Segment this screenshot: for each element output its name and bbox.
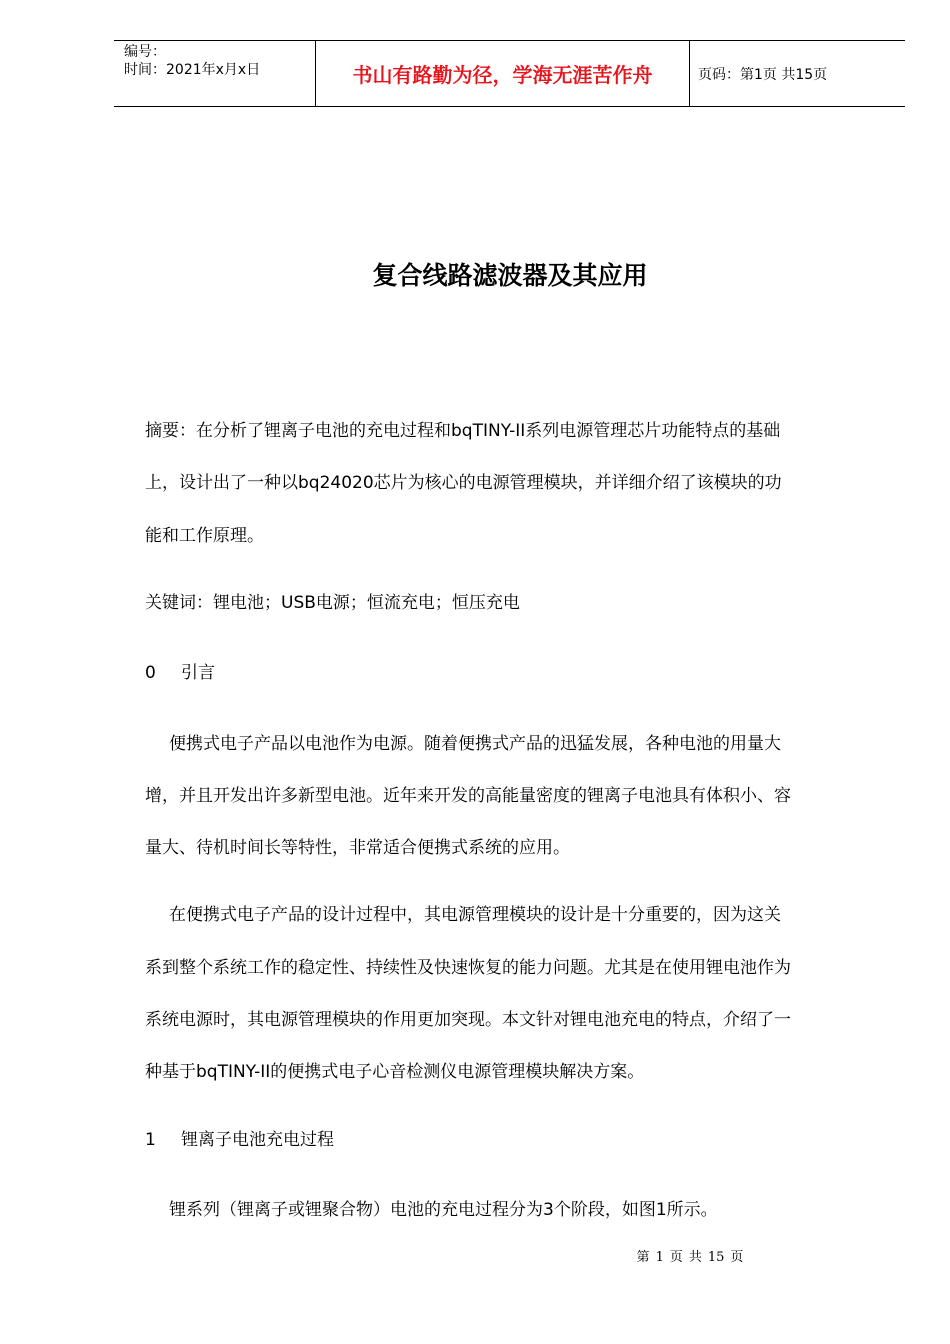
footer-page-number: 1 — [655, 1250, 664, 1265]
section-heading-0 — [145, 660, 875, 686]
footer-text: 共 — [688, 1250, 702, 1265]
paragraph-line: 系统电源时，其电源管理模块的作用更加突现。本文针对锂电池充电的特点，介绍了一 — [145, 1010, 791, 1030]
abstract-line: 上，设计出了一种以bq24020芯片为核心的电源管理模块，并详细介绍了该模块的功 — [145, 473, 782, 493]
footer-text: 第 — [636, 1250, 650, 1265]
keywords: 关键词：锂电池；USB电源；恒流充电；恒压充电 — [145, 593, 520, 613]
footer-text: 页 — [730, 1250, 744, 1265]
paragraph-line: 锂系列（锂离子或锂聚合物）电池的充电过程分为3个阶段，如图1所示。 — [169, 1200, 718, 1220]
header-meta — [124, 43, 260, 79]
abstract-line: 能和工作原理。 — [145, 526, 264, 546]
document-title: 复合线路滤波器及其应用 — [372, 261, 648, 290]
paragraph-line: 系到整个系统工作的稳定性、持续性及快速恢复的能力问题。尤其是在使用锂电池作为 — [145, 958, 791, 978]
section-heading-1 — [145, 1127, 875, 1153]
page-footer — [0, 1246, 950, 1265]
paragraph-line: 种基于bqTINY-II的便携式电子心音检测仪电源管理模块解决方案。 — [145, 1062, 645, 1082]
footer-text: 页 — [669, 1250, 683, 1265]
header-number: 编号： — [124, 44, 166, 60]
paragraph-line: 便携式电子产品以电池作为电源。随着便携式产品的迅猛发展，各种电池的用量大 — [169, 734, 781, 754]
footer-total-pages: 15 — [707, 1250, 725, 1265]
header-page-info: 页码：第1页 共15页 — [698, 66, 828, 83]
page-header — [114, 40, 905, 107]
abstract-line: 摘要：在分析了锂离子电池的充电过程和bqTINY-II系列电源管理芯片功能特点的基础 — [145, 421, 781, 441]
header-divider — [689, 40, 690, 107]
section-title: 引言 — [181, 663, 215, 683]
section-title: 锂离子电池充电过程 — [181, 1130, 334, 1150]
paragraph-line: 在便携式电子产品的设计过程中，其电源管理模块的设计是十分重要的，因为这关 — [169, 905, 781, 925]
header-time: 时间：2021年x月x日 — [124, 62, 261, 78]
section-number: 0 — [145, 663, 156, 683]
paragraph-line: 量大、待机时间长等特性，非常适合便携式系统的应用。 — [145, 838, 570, 858]
header-motto: 书山有路勤为径，学海无涯苦作舟 — [352, 63, 653, 87]
section-number: 1 — [145, 1130, 156, 1150]
paragraph-line: 增，并且开发出许多新型电池。近年来开发的高能量密度的锂离子电池具有体积小、容 — [145, 786, 791, 806]
